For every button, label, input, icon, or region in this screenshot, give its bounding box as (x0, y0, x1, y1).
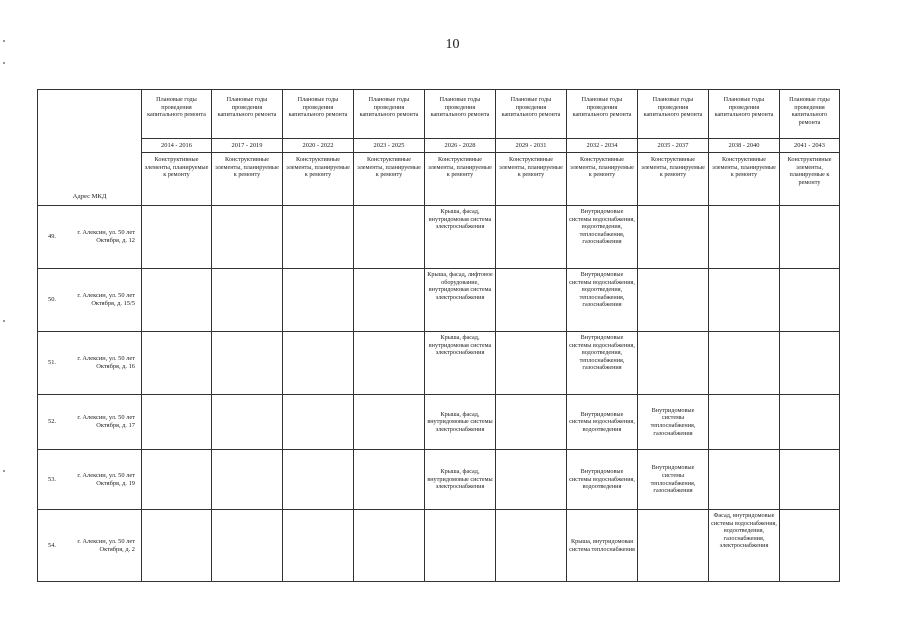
scan-mark (3, 470, 5, 472)
table-cell: Внутридомовые системы водоснабжения, водоотведения, теплоснабжения, газоснабжения (567, 332, 638, 395)
plan-years-label: Плановые годы проведения капитального ремонта (496, 90, 567, 139)
elements-label: Конструктивные элементы, планируемые к ремонту (212, 153, 283, 206)
period-header: 2014 - 2016 (142, 139, 212, 153)
table-cell (780, 332, 840, 395)
table-body (38, 90, 840, 582)
table-cell (354, 269, 425, 332)
table-cell (212, 206, 283, 269)
period-header: 2023 - 2025 (354, 139, 425, 153)
table-cell (142, 269, 212, 332)
table-cell: Крыша, фасад, внутридомовые системы электроснабжения (425, 395, 496, 450)
plan-years-label: Плановые годы проведения капитального ремонта (567, 90, 638, 139)
period-header: 2035 - 2037 (638, 139, 709, 153)
plan-years-label: Плановые годы проведения капитального ремонта (212, 90, 283, 139)
row-number: 50. (38, 269, 68, 332)
elements-label: Конструктивные элементы, планируемые к ремонту (496, 153, 567, 206)
elements-label: Конструктивные элементы, планируемые к ремонту (709, 153, 780, 206)
plan-years-label: Плановые годы проведения капитального ремонта (425, 90, 496, 139)
table-cell (638, 269, 709, 332)
table-cell (212, 450, 283, 510)
table-cell (638, 206, 709, 269)
table-row (38, 332, 840, 395)
table-cell (709, 395, 780, 450)
table-cell (496, 269, 567, 332)
elements-label: Конструктивные элементы, планируемые к ремонту (354, 153, 425, 206)
row-number: 49. (38, 206, 68, 269)
table-cell (638, 510, 709, 582)
table-cell: Внутридомовые системы теплоснабжения, газоснабжения (638, 395, 709, 450)
table-cell (425, 510, 496, 582)
table-cell: Внутридомовые системы теплоснабжения, газоснабжения (638, 450, 709, 510)
elements-label: Конструктивные элементы, планируемые к ремонту (567, 153, 638, 206)
plan-years-label: Плановые годы проведения капитального ремонта (780, 90, 840, 139)
elements-label: Конструктивные элементы, планируемые к ремонту (780, 153, 840, 206)
page-number: 10 (445, 37, 460, 52)
table-cell (142, 206, 212, 269)
table-cell (709, 206, 780, 269)
row-address: г. Алексин, ул. 50 лет Октября, д. 16 (68, 332, 142, 395)
row-address: г. Алексин, ул. 50 лет Октября, д. 2 (68, 510, 142, 582)
table-cell: Крыша, фасад, внутридомовые системы электроснабжения (425, 450, 496, 510)
period-header: 2029 - 2031 (496, 139, 567, 153)
plan-years-label: Плановые годы проведения капитального ремонта (638, 90, 709, 139)
table-cell (496, 206, 567, 269)
table-cell (283, 395, 354, 450)
scan-mark (3, 62, 5, 64)
row-address: г. Алексин, ул. 50 лет Октября, д. 15/5 (68, 269, 142, 332)
plan-years-label: Плановые годы проведения капитального ремонта (142, 90, 212, 139)
table-cell (283, 206, 354, 269)
table-cell (354, 510, 425, 582)
table-cell: Внутридомовые системы водоснабжения, водоотведения, теплоснабжения, газоснабжения (567, 206, 638, 269)
elements-label: Конструктивные элементы, планируемые к ремонту (142, 153, 212, 206)
table-row (38, 395, 840, 450)
period-header: 2017 - 2019 (212, 139, 283, 153)
table-cell (142, 332, 212, 395)
table-cell (638, 332, 709, 395)
period-header: 2026 - 2028 (425, 139, 496, 153)
table-cell (780, 395, 840, 450)
table-cell (780, 269, 840, 332)
row-address: г. Алексин, ул. 50 лет Октября, д. 12 (68, 206, 142, 269)
table-cell (212, 510, 283, 582)
table-cell (354, 395, 425, 450)
scan-mark (3, 320, 5, 322)
plan-header-row (38, 90, 840, 139)
row-address: г. Алексин, ул. 50 лет Октября, д. 19 (68, 450, 142, 510)
plan-years-label: Плановые годы проведения капитального ремонта (354, 90, 425, 139)
row-number: 52. (38, 395, 68, 450)
table-cell (354, 206, 425, 269)
row-number: 54. (38, 510, 68, 582)
table-row (38, 206, 840, 269)
period-header: 2020 - 2022 (283, 139, 354, 153)
plan-years-label: Плановые годы проведения капитального ремонта (283, 90, 354, 139)
elements-label: Конструктивные элементы, планируемые к ремонту (425, 153, 496, 206)
table-cell (212, 395, 283, 450)
table-cell (212, 269, 283, 332)
table-cell: Внутридомовые системы водоснабжения, водоотведения (567, 450, 638, 510)
table-cell (496, 395, 567, 450)
table-cell (780, 450, 840, 510)
scan-mark (3, 40, 5, 42)
table-cell (709, 450, 780, 510)
table-cell (780, 206, 840, 269)
repair-schedule-table (37, 89, 840, 582)
table-cell (283, 269, 354, 332)
period-header: 2032 - 2034 (567, 139, 638, 153)
table-row (38, 510, 840, 582)
table-cell (709, 269, 780, 332)
table-cell (354, 450, 425, 510)
table-cell (496, 450, 567, 510)
table-row (38, 269, 840, 332)
table-cell: Внутридомовые системы водоснабжения, водоотведения (567, 395, 638, 450)
table-cell (354, 332, 425, 395)
table-cell: Крыша, внутридомовая система теплоснабжения (567, 510, 638, 582)
period-header: 2041 - 2043 (780, 139, 840, 153)
table-cell: Крыша, фасад, лифтовое оборудование, внутридомовая система электроснабжения (425, 269, 496, 332)
table-cell (212, 332, 283, 395)
row-number: 51. (38, 332, 68, 395)
years-header-row (38, 139, 840, 153)
row-address: г. Алексин, ул. 50 лет Октября, д. 17 (68, 395, 142, 450)
table-cell: Крыша, фасад, внутридомовая система электроснабжения (425, 206, 496, 269)
table-row (38, 450, 840, 510)
elements-header-row (38, 153, 840, 206)
table-cell (283, 450, 354, 510)
table-cell (142, 450, 212, 510)
row-number: 53. (38, 450, 68, 510)
plan-years-label: Плановые годы проведения капитального ремонта (709, 90, 780, 139)
table-cell (780, 510, 840, 582)
elements-label: Конструктивные элементы, планируемые к ремонту (638, 153, 709, 206)
table-cell: Крыша, фасад, внутридомовая система электроснабжения (425, 332, 496, 395)
table-cell (283, 332, 354, 395)
table-cell: Внутридомовые системы водоснабжения, водоотведения, теплоснабжения, газоснабжения (567, 269, 638, 332)
table-cell (709, 332, 780, 395)
period-header: 2038 - 2040 (709, 139, 780, 153)
address-header: Адрес МКД (38, 90, 142, 206)
elements-label: Конструктивные элементы, планируемые к ремонту (283, 153, 354, 206)
table-cell (142, 395, 212, 450)
table-cell (283, 510, 354, 582)
table-cell (496, 510, 567, 582)
table-cell (142, 510, 212, 582)
table-cell: Фасад, внутридомовые системы водоснабжения, водоотведения, газоснабжения, электроснабжения (709, 510, 780, 582)
table-cell (496, 332, 567, 395)
